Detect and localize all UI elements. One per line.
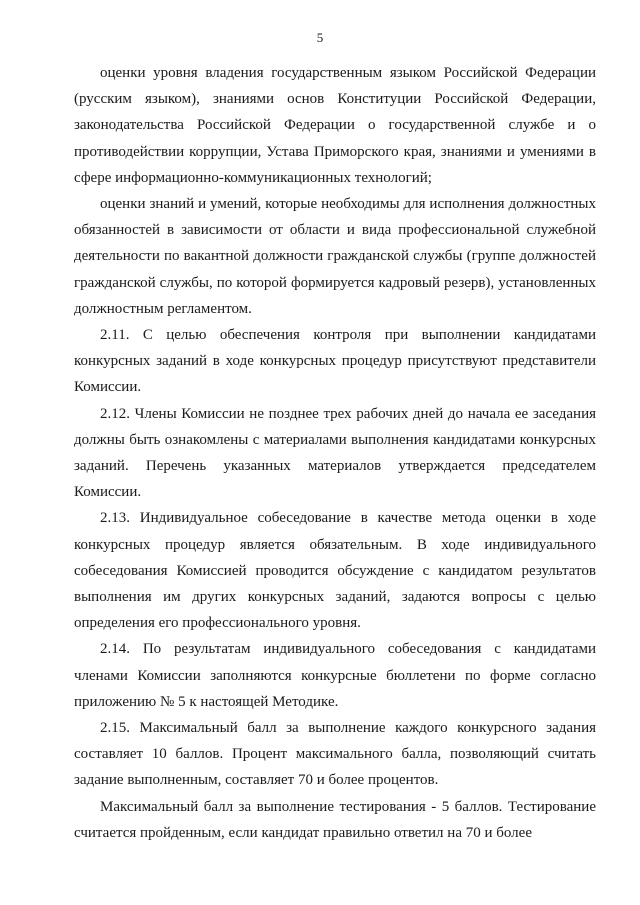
page-number: 5 <box>316 30 324 45</box>
paragraph-2-14: 2.14. По результатам индивидуального собеседования с кандидатами членами Комиссии заполняются конкурсные бюллетени по форме согласно приложению № 5 к настоящей Методике. <box>74 641 596 710</box>
paragraph-language-assessment: оценки уровня владения государственным языком Российской Федерации (русским языком), знаниями основ Конституции Российской Федерации, законодательства Российской Федерации о государственной службе и о противодействии коррупции, Устава Приморского края, знаниями и умениями в сфере информационно-коммуникационных технологий; <box>74 65 596 186</box>
paragraph-testing-score: Максимальный балл за выполнение тестирования - 5 баллов. Тестирование считается пройденным, если кандидат правильно ответил на 70 и более <box>74 798 596 841</box>
paragraph-2-11: 2.11. С целью обеспечения контроля при выполнении кандидатами конкурсных заданий в ходе конкурсных процедур присутствуют представители Комиссии. <box>74 327 596 396</box>
paragraph-2-13: 2.13. Индивидуальное собеседование в качестве метода оценки в ходе конкурсных процедур является обязательным. В ходе индивидуального собеседования Комиссией проводится обсуждение с кандидатом результатов выполнения им других конкурсных заданий, задаются вопросы с целью определения его профессионального уровня. <box>74 510 596 632</box>
document-body <box>74 60 596 846</box>
paragraph-knowledge-assessment: оценки знаний и умений, которые необходимы для исполнения должностных обязанностей в зависимости от области и вида профессиональной служебной деятельности по вакантной должности гражданской службы (группе должностей гражданской службы, по которой формируется кадровый резерв), установленных должностным регламентом. <box>74 196 596 317</box>
paragraph-2-15: 2.15. Максимальный балл за выполнение каждого конкурсного задания составляет 10 баллов. Процент максимального балла, позволяющий считать задание выполненным, составляет 70 и более процентов. <box>74 720 596 789</box>
paragraph-2-12: 2.12. Члены Комиссии не позднее трех рабочих дней до начала ее заседания должны быть ознакомлены с материалами выполнения кандидатами конкурсных заданий. Перечень указанных материалов утверждается председателем Комиссии. <box>74 405 596 501</box>
